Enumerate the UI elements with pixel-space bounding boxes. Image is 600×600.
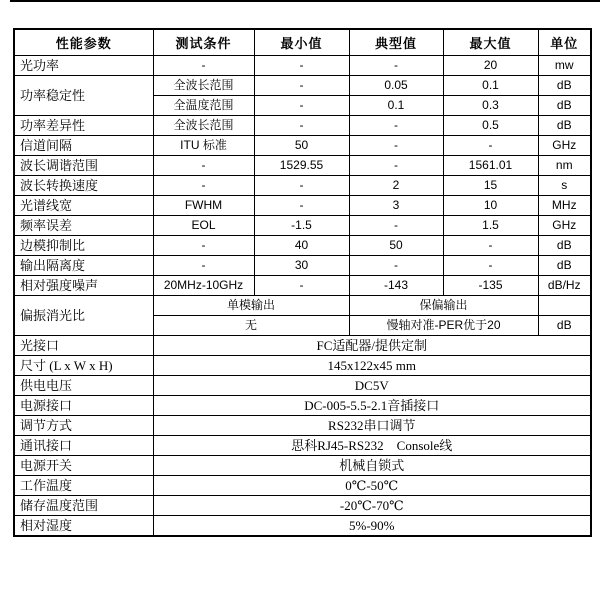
value-cell: 思科RJ45-RS232 Console线 (153, 436, 591, 456)
typical-cell: 50 (349, 236, 443, 256)
row-power-connector (14, 396, 591, 416)
min-cell: 50 (254, 136, 349, 156)
condition-cell: - (153, 176, 254, 196)
value-cell: 5%-90% (153, 516, 591, 537)
unit-cell: mw (538, 56, 591, 76)
col-header-condition: 测试条件 (153, 29, 254, 56)
min-cell: - (254, 76, 349, 96)
param-label: 功率稳定性 (14, 76, 153, 116)
max-cell: 10 (443, 196, 538, 216)
unit-cell: dB (538, 316, 591, 336)
unit-cell: dB (538, 96, 591, 116)
row-communication-port (14, 436, 591, 456)
param-label: 电源开关 (14, 456, 153, 476)
param-label: 储存温度范围 (14, 496, 153, 516)
param-label: 供电电压 (14, 376, 153, 396)
min-cell: - (254, 196, 349, 216)
unit-cell: GHz (538, 136, 591, 156)
param-label: 相对强度噪声 (14, 276, 153, 296)
param-label: 电源接口 (14, 396, 153, 416)
typical-cell: - (349, 256, 443, 276)
spec-table (13, 28, 592, 537)
value-cell: DC-005-5.5-2.1音插接口 (153, 396, 591, 416)
condition-cell: 20MHz-10GHz (153, 276, 254, 296)
row-per-output-type (14, 296, 591, 316)
typical-cell: 2 (349, 176, 443, 196)
row-optical-power (14, 56, 591, 76)
col-header-typical: 典型值 (349, 29, 443, 56)
header-row (14, 29, 591, 56)
typical-cell: 0.1 (349, 96, 443, 116)
row-power-switch (14, 456, 591, 476)
max-cell: 0.5 (443, 116, 538, 136)
per-pm-cell: 保偏输出 (349, 296, 538, 316)
unit-cell: s (538, 176, 591, 196)
param-label: 波长调谐范围 (14, 156, 153, 176)
col-header-param: 性能参数 (14, 29, 153, 56)
param-label: 边模抑制比 (14, 236, 153, 256)
typical-cell: -143 (349, 276, 443, 296)
condition-cell: EOL (153, 216, 254, 236)
max-cell: 20 (443, 56, 538, 76)
condition-cell: 全温度范围 (153, 96, 254, 116)
typical-cell: - (349, 56, 443, 76)
row-supply-voltage (14, 376, 591, 396)
min-cell: 30 (254, 256, 349, 276)
max-cell: -135 (443, 276, 538, 296)
per-single-mode-cell: 单模输出 (153, 296, 349, 316)
param-label: 通讯接口 (14, 436, 153, 456)
unit-cell: MHz (538, 196, 591, 216)
value-cell: -20℃-70℃ (153, 496, 591, 516)
min-cell: -1.5 (254, 216, 349, 236)
row-frequency-error (14, 216, 591, 236)
condition-cell: 全波长范围 (153, 76, 254, 96)
per-slow-axis-cell: 慢轴对准-PER优于20 (349, 316, 538, 336)
unit-cell (538, 296, 591, 316)
row-adjustment-method (14, 416, 591, 436)
min-cell: - (254, 56, 349, 76)
col-header-min: 最小值 (254, 29, 349, 56)
row-storage-temperature (14, 496, 591, 516)
condition-cell: - (153, 156, 254, 176)
max-cell: 15 (443, 176, 538, 196)
condition-cell: - (153, 236, 254, 256)
condition-cell: - (153, 56, 254, 76)
max-cell: - (443, 236, 538, 256)
max-cell: 0.3 (443, 96, 538, 116)
col-header-unit: 单位 (538, 29, 591, 56)
condition-cell: FWHM (153, 196, 254, 216)
row-side-mode-suppression (14, 236, 591, 256)
row-channel-spacing (14, 136, 591, 156)
param-label: 调节方式 (14, 416, 153, 436)
row-relative-humidity (14, 516, 591, 537)
param-label: 输出隔离度 (14, 256, 153, 276)
value-cell: 0℃-50℃ (153, 476, 591, 496)
typical-cell: - (349, 136, 443, 156)
param-label: 相对湿度 (14, 516, 153, 537)
row-wavelength-tuning-range (14, 156, 591, 176)
typical-cell: - (349, 116, 443, 136)
param-label: 功率差异性 (14, 116, 153, 136)
row-power-stability-wavelength (14, 76, 591, 96)
max-cell: 0.1 (443, 76, 538, 96)
value-cell: DC5V (153, 376, 591, 396)
value-cell: 机械自锁式 (153, 456, 591, 476)
min-cell: 1529.55 (254, 156, 349, 176)
unit-cell: dB (538, 256, 591, 276)
min-cell: - (254, 96, 349, 116)
row-operating-temperature (14, 476, 591, 496)
unit-cell: dB (538, 76, 591, 96)
param-label: 光功率 (14, 56, 153, 76)
typical-cell: 0.05 (349, 76, 443, 96)
min-cell: - (254, 176, 349, 196)
max-cell: 1.5 (443, 216, 538, 236)
condition-cell: 全波长范围 (153, 116, 254, 136)
param-label: 光谱线宽 (14, 196, 153, 216)
unit-cell: dB (538, 116, 591, 136)
param-label: 工作温度 (14, 476, 153, 496)
per-none-cell: 无 (153, 316, 349, 336)
max-cell: - (443, 136, 538, 156)
value-cell: 145x122x45 mm (153, 356, 591, 376)
row-wavelength-switching-speed (14, 176, 591, 196)
param-label: 光接口 (14, 336, 153, 356)
unit-cell: dB (538, 236, 591, 256)
min-cell: - (254, 276, 349, 296)
param-label: 偏振消光比 (14, 296, 153, 336)
max-cell: 1561.01 (443, 156, 538, 176)
row-power-uniformity (14, 116, 591, 136)
value-cell: FC适配器/提供定制 (153, 336, 591, 356)
param-label: 信道间隔 (14, 136, 153, 156)
unit-cell: GHz (538, 216, 591, 236)
value-cell: RS232串口调节 (153, 416, 591, 436)
top-horizontal-rule (10, 0, 600, 2)
param-label: 频率误差 (14, 216, 153, 236)
unit-cell: nm (538, 156, 591, 176)
row-relative-intensity-noise (14, 276, 591, 296)
typical-cell: 3 (349, 196, 443, 216)
row-optical-port (14, 336, 591, 356)
row-spectral-linewidth (14, 196, 591, 216)
max-cell: - (443, 256, 538, 276)
condition-cell: - (153, 256, 254, 276)
unit-cell: dB/Hz (538, 276, 591, 296)
param-label: 尺寸 (L x W x H) (14, 356, 153, 376)
min-cell: - (254, 116, 349, 136)
row-output-isolation (14, 256, 591, 276)
col-header-max: 最大值 (443, 29, 538, 56)
typical-cell: - (349, 216, 443, 236)
min-cell: 40 (254, 236, 349, 256)
typical-cell: - (349, 156, 443, 176)
condition-cell: ITU 标准 (153, 136, 254, 156)
row-dimensions (14, 356, 591, 376)
param-label: 波长转换速度 (14, 176, 153, 196)
